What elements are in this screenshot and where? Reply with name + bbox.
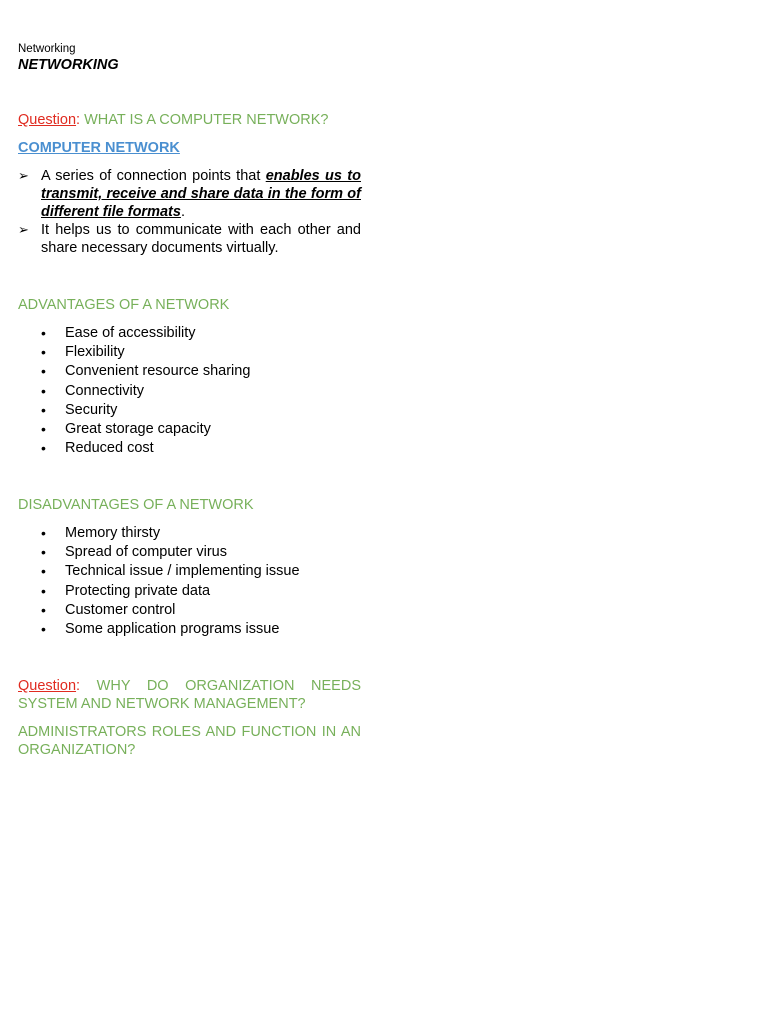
question-administrators-roles: ADMINISTRATORS ROLES AND FUNCTION IN AN ORGANIZATION? <box>18 724 361 758</box>
point-emphasis: enables us to transmit, receive and share data in the form of different file formats <box>41 168 361 220</box>
list-item <box>18 167 361 221</box>
point-text: A series of connection points that <box>41 168 266 184</box>
list-item <box>18 221 361 257</box>
disadvantages-list <box>18 524 300 639</box>
point-text: It helps us to communicate with each other and share necessary documents virtually. <box>41 222 361 256</box>
question-what-is-network <box>18 111 361 129</box>
bullet-icon: • <box>41 363 46 380</box>
question-text: WHAT IS A COMPUTER NETWORK? <box>80 112 329 128</box>
bullet-icon: • <box>41 621 46 638</box>
bullet-icon: • <box>41 382 46 399</box>
bullet-icon: • <box>41 440 46 457</box>
list-item: • Security <box>18 401 250 420</box>
bullet-icon: • <box>41 525 46 541</box>
point-suffix: . <box>180 204 185 220</box>
list-item: • Customer control <box>18 601 300 620</box>
question-why-organization-needs-management <box>18 677 361 713</box>
question-label: Question <box>18 112 77 128</box>
list-item: • Protecting private data <box>18 582 300 601</box>
bullet-icon: • <box>41 344 46 361</box>
list-item: • Memory thirsty <box>18 524 300 543</box>
bullet-icon: • <box>41 325 46 341</box>
disadvantages-heading: DISADVANTAGES OF A NETWORK <box>18 497 254 513</box>
list-item: • Reduced cost <box>18 439 250 458</box>
question-label: Question <box>18 678 77 694</box>
computer-network-heading: COMPUTER NETWORK <box>18 140 180 156</box>
document-title: NETWORKING <box>18 57 119 73</box>
question-colon: : <box>76 112 81 128</box>
advantages-heading: ADVANTAGES OF A NETWORK <box>18 297 230 313</box>
list-item: • Spread of computer virus <box>18 543 300 562</box>
bullet-icon: • <box>41 601 46 618</box>
question-colon: : <box>76 678 81 694</box>
question-text: WHY DO ORGANIZATION NEEDS SYSTEM AND NETWORK MANAGEMENT? <box>18 678 361 712</box>
bullet-icon: • <box>41 563 46 580</box>
list-item: • Some application programs issue <box>18 620 300 639</box>
list-item: • Flexibility <box>18 343 250 362</box>
arrow-bullet-icon: ➢ <box>18 168 29 183</box>
arrow-bullet-icon: ➢ <box>18 222 29 237</box>
advantages-list <box>18 324 250 458</box>
list-item: • Great storage capacity <box>18 420 250 439</box>
list-item: • Connectivity <box>18 382 250 401</box>
list-item: • Convenient resource sharing <box>18 362 250 381</box>
list-item: • Technical issue / implementing issue <box>18 562 300 581</box>
bullet-icon: • <box>41 582 46 599</box>
bullet-icon: • <box>41 421 46 438</box>
running-head: Networking <box>18 43 76 55</box>
list-item: • Ease of accessibility <box>18 324 250 343</box>
bullet-icon: • <box>41 544 46 561</box>
bullet-icon: • <box>41 401 46 418</box>
computer-network-points <box>18 167 361 257</box>
